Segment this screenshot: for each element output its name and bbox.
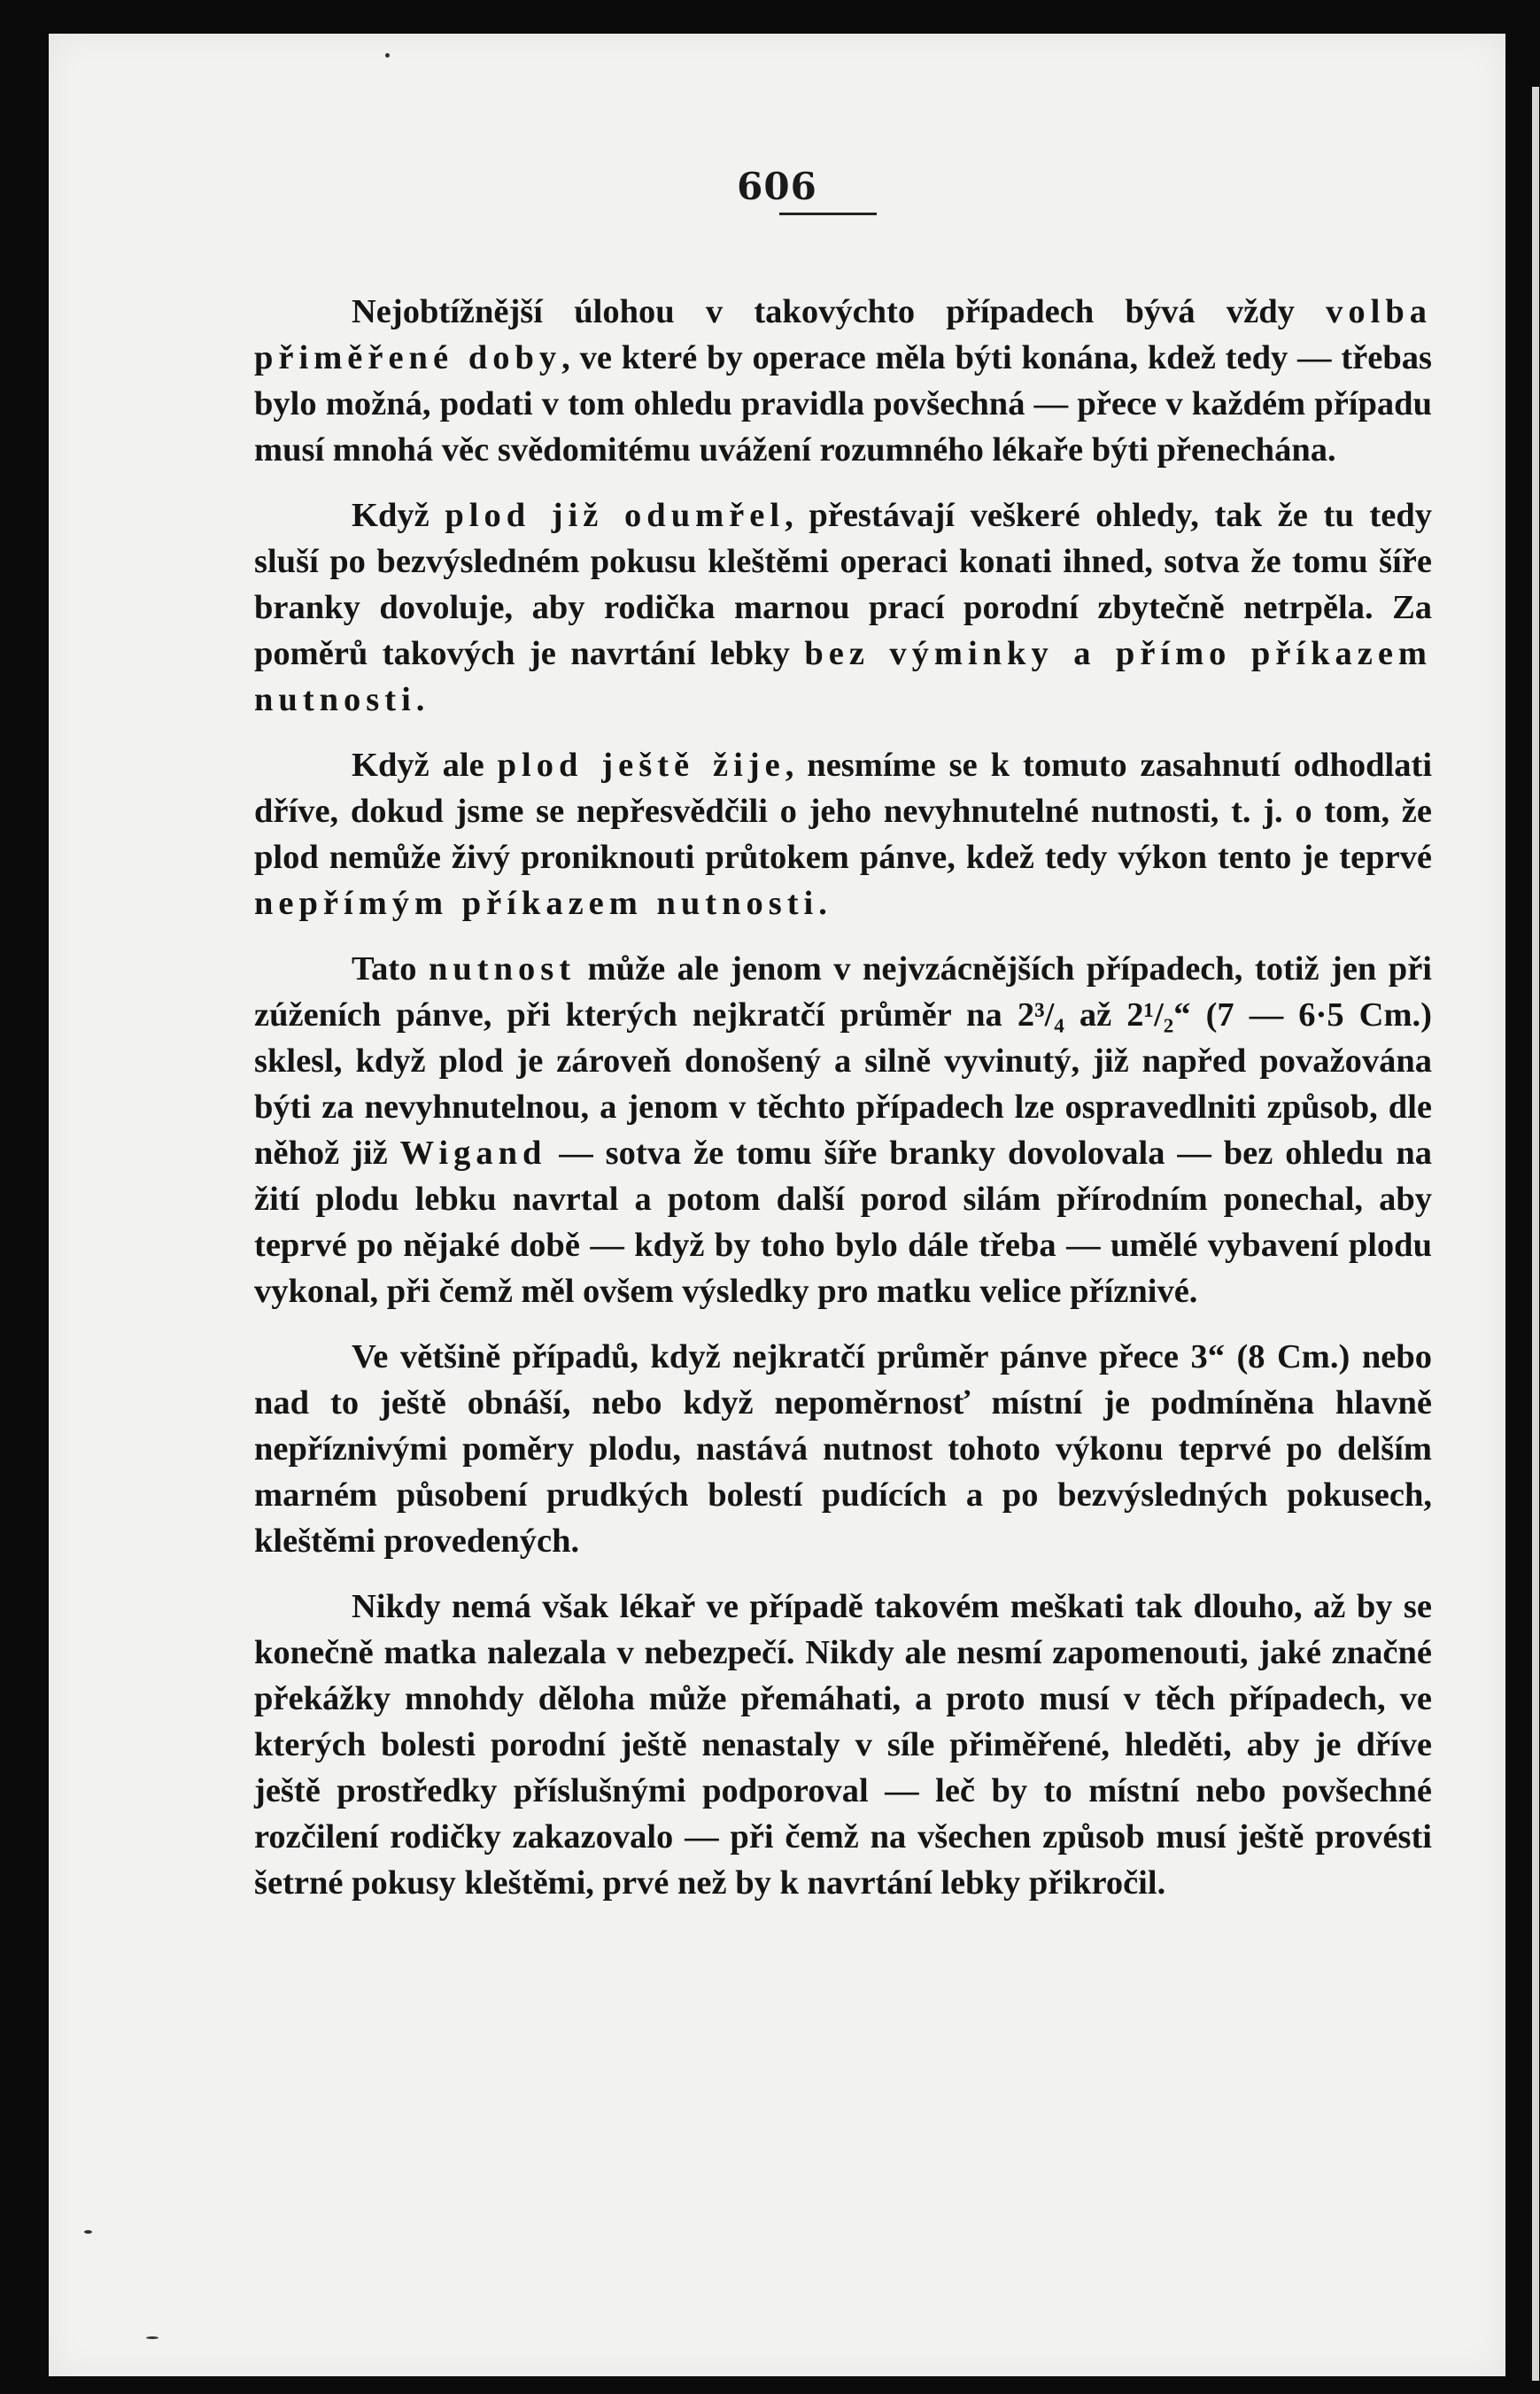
page-number-underline <box>779 213 877 215</box>
paragraph-3-text-a: Když ale <box>352 747 498 784</box>
paragraph-4-text-e: — sotva že tomu šíře branky dovolovala — bez ohledu na žití plodu lebku navrtal a potom další porod silám přírodním ponechal, aby teprvé po nějaké době — když by toho bylo dále třeba — umělé vybavení plodu vykonal, při čemž měl ovšem výsledky pro matku velice příznivé. <box>254 1135 1432 1310</box>
paragraph-1-text-c: , ve které by operace měla býti konána, kdež tedy — třebas bylo možná, podati v tom ohledu pravidla povšechná — přece v každém případu musí mnohá věc svědomitému uvážení rozumného lékaře býti přenechána. <box>254 339 1433 469</box>
paragraph-3-text-c: , nesmíme se k tomuto zasahnutí odhodlati dříve, dokud jsme se nepřesvědčili o jeho nevyhnutelné nutnosti, t. j. o tom, že plod nemůže živý proniknouti průtokem pánve, kdež tedy výkon tento je teprvé <box>254 747 1433 876</box>
paragraph-4-emphasis-2: Wigand <box>399 1135 547 1172</box>
paragraph-5: Ve většině případů, když nejkratčí průměr pánve přece 3“ (8 Cm.) nebo nad to ještě obnáší, nebo když nepoměrnosť místní je podmíněna hlavně nepříznivými poměry plodu, nastává nutnost tohoto výkonu teprvé po delším marném působení prudkých bolestí pudících a po bezvýsledných pokusech, kleštěmi provedených. <box>254 1338 1432 1560</box>
paragraph-1-text-a: Nejobtížnější úlohou v takovýchto případech bývá vždy <box>352 293 1327 330</box>
paragraph-4 <box>254 946 1432 1314</box>
paragraph-3 <box>254 742 1432 926</box>
scan-speck <box>84 2230 92 2234</box>
paragraph-2-emphasis-2: bez výminky a přímo příkazem nutnosti. <box>254 635 1432 718</box>
paragraph-2-text-c: , přestávají veškeré ohledy, tak že tu tedy sluší po bezvýsledném pokusu kleštěmi operaci konati ihned, sotva že tomu šíře branky dovoluje, aby rodička marnou prací porodní zbytečně netrpěla. Za poměrů takových je navrtání lebky <box>254 497 1432 672</box>
page-gutter-shade <box>1532 87 1539 2381</box>
paragraph-2-text-a: Když <box>352 497 445 534</box>
page-number: 606 <box>737 165 817 208</box>
paragraph-3-emphasis-1: plod ještě žije <box>497 747 785 784</box>
paragraph-3-emphasis-2: nepřímým příkazem nutnosti. <box>254 885 832 922</box>
paragraph-4-text-c: může ale jenom v nejvzácnějších případech, totiž jen při zúženích pánve, při kterých nejkratčí průměr na 2³/₄ až 2¹/₂“ (7 — 6·5 Cm.) sklesl, když plod je zároveň donošený a silně vyvinutý, již napřed považována býti za nevyhnutelnou, a jenom v těchto případech lze ospravedlniti způsob, dle něhož již <box>254 950 1432 1172</box>
paragraph-2-emphasis-1: plod již odumřel <box>445 497 785 534</box>
paragraph-2 <box>254 492 1432 723</box>
scan-speck <box>146 2336 159 2339</box>
paragraph-4-emphasis-1: nutnost <box>428 950 577 988</box>
paragraph-1 <box>254 289 1432 473</box>
paragraph-1-emphasis: volba přiměřené doby <box>254 293 1432 376</box>
book-page <box>49 34 1505 2376</box>
paragraph-6: Nikdy nemá však lékař ve případě takovém meškati tak dlouho, až by se konečně matka nalezala v nebezpečí. Nikdy ale nesmí zapomenouti, jaké značné překážky mnohdy děloha může přemáhati, a proto musí v těch případech, ve kterých bolesti porodní ještě nenastaly v síle přiměřené, hleděti, aby je dříve ještě prostředky příslušnými podporoval — leč by to místní nebo povšechné rozčilení rodičky zakazovalo — při čemž na všechen způsob musí ještě provésti šetrné pokusy kleštěmi, prvé než by k navrtání lebky přikročil. <box>254 1588 1432 1902</box>
scan-speck <box>385 53 390 58</box>
body-text <box>254 289 1432 1925</box>
paragraph-4-text-a: Tato <box>352 950 429 988</box>
